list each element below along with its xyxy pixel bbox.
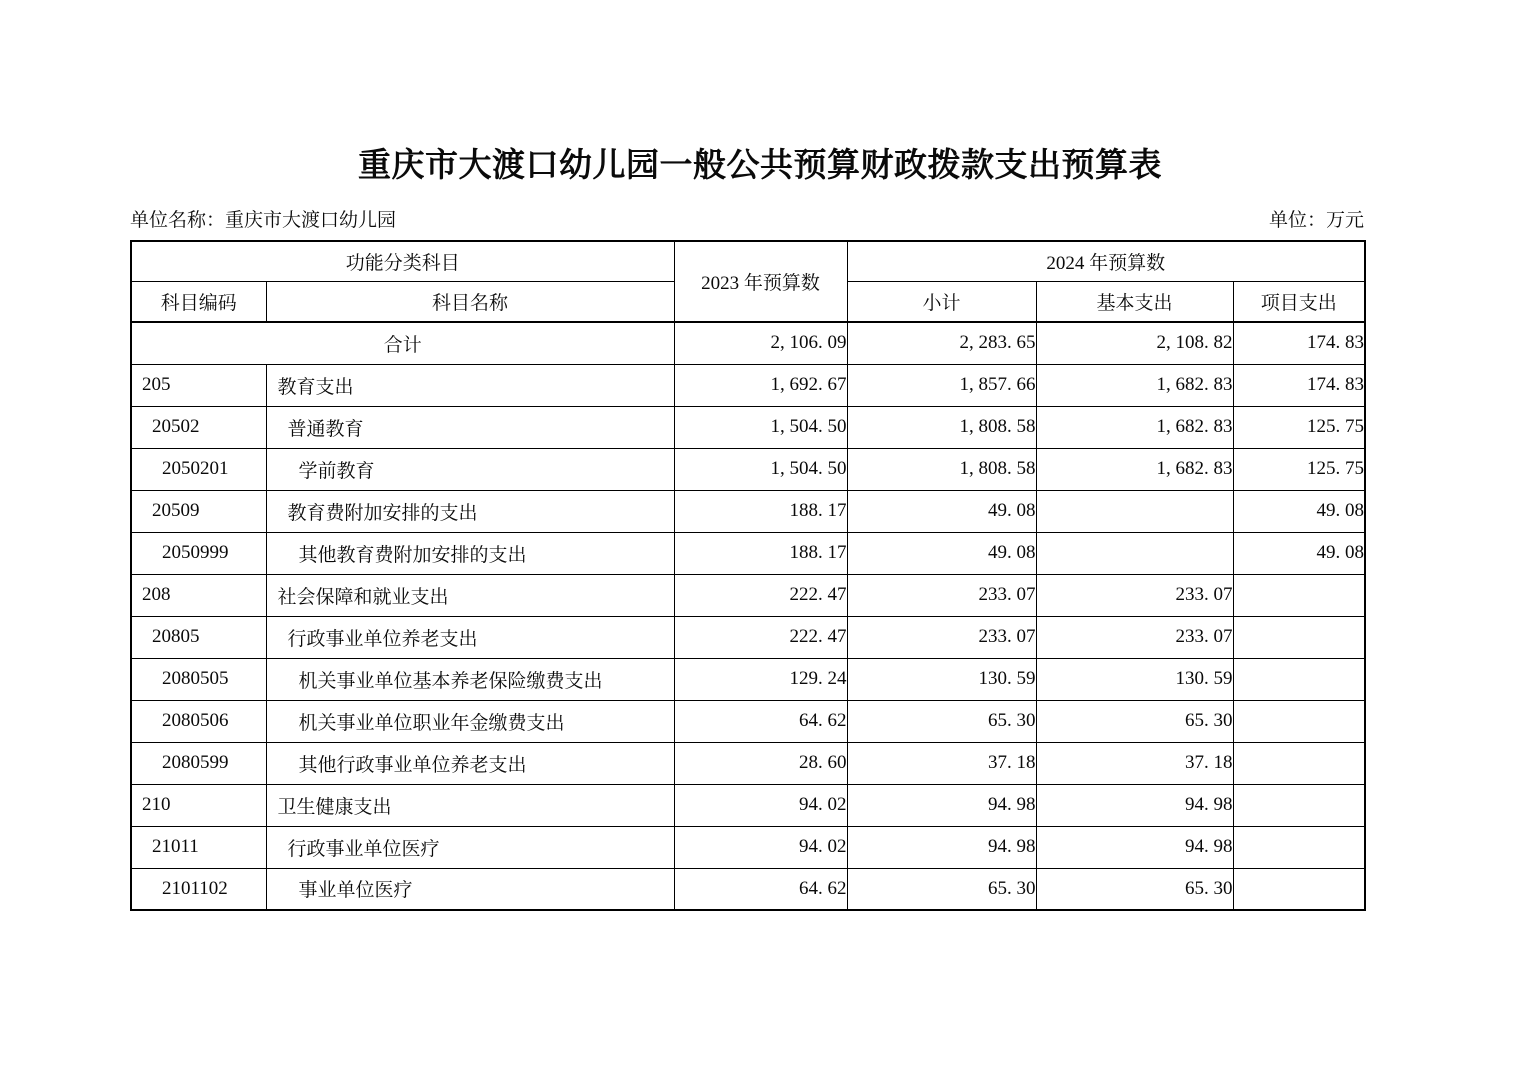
header-basic: 基本支出 bbox=[1036, 281, 1233, 322]
header-code: 科目编码 bbox=[131, 281, 266, 322]
header-2023-budget: 2023 年预算数 bbox=[674, 241, 847, 322]
name-cell: 行政事业单位医疗 bbox=[266, 826, 674, 868]
name-cell: 机关事业单位职业年金缴费支出 bbox=[266, 700, 674, 742]
amount-2024-subtotal: 1, 808. 58 bbox=[847, 406, 1036, 448]
amount-2024-project bbox=[1233, 616, 1365, 658]
amount-2024-basic: 94. 98 bbox=[1036, 784, 1233, 826]
name-cell: 社会保障和就业支出 bbox=[266, 574, 674, 616]
table-row bbox=[131, 868, 1365, 910]
amount-2023: 64. 62 bbox=[674, 700, 847, 742]
unit-name-label: 单位名称：重庆市大渡口幼儿园 bbox=[130, 210, 397, 231]
code-cell: 205 bbox=[131, 364, 266, 406]
amount-2024-basic: 65. 30 bbox=[1036, 868, 1233, 910]
header-2024-budget: 2024 年预算数 bbox=[847, 241, 1365, 281]
meta-row bbox=[130, 208, 1364, 234]
amount-2024-basic: 1, 682. 83 bbox=[1036, 364, 1233, 406]
amount-2024-project: 49. 08 bbox=[1233, 532, 1365, 574]
amount-2024-subtotal: 1, 808. 58 bbox=[847, 448, 1036, 490]
header-project: 项目支出 bbox=[1233, 281, 1365, 322]
code-cell: 2080599 bbox=[131, 742, 266, 784]
table-row bbox=[131, 616, 1365, 658]
amount-2024-project bbox=[1233, 658, 1365, 700]
amount-2024-project bbox=[1233, 868, 1365, 910]
amount-2023: 94. 02 bbox=[674, 826, 847, 868]
name-cell: 普通教育 bbox=[266, 406, 674, 448]
amount-2023: 1, 504. 50 bbox=[674, 448, 847, 490]
amount-2024-basic: 2, 108. 82 bbox=[1036, 322, 1233, 364]
header-name: 科目名称 bbox=[266, 281, 674, 322]
amount-2024-basic: 94. 98 bbox=[1036, 826, 1233, 868]
code-cell: 2050201 bbox=[131, 448, 266, 490]
code-cell: 208 bbox=[131, 574, 266, 616]
header-subtotal: 小计 bbox=[847, 281, 1036, 322]
amount-2023: 2, 106. 09 bbox=[674, 322, 847, 364]
amount-2023: 64. 62 bbox=[674, 868, 847, 910]
amount-2024-subtotal: 49. 08 bbox=[847, 532, 1036, 574]
amount-2024-project: 125. 75 bbox=[1233, 448, 1365, 490]
code-cell: 210 bbox=[131, 784, 266, 826]
amount-2024-project bbox=[1233, 700, 1365, 742]
amount-2024-subtotal: 65. 30 bbox=[847, 700, 1036, 742]
amount-2024-project: 174. 83 bbox=[1233, 364, 1365, 406]
name-cell: 学前教育 bbox=[266, 448, 674, 490]
amount-2023: 1, 692. 67 bbox=[674, 364, 847, 406]
name-cell: 事业单位医疗 bbox=[266, 868, 674, 910]
table-row bbox=[131, 700, 1365, 742]
amount-2023: 188. 17 bbox=[674, 532, 847, 574]
amount-2024-subtotal: 65. 30 bbox=[847, 868, 1036, 910]
amount-2024-subtotal: 94. 98 bbox=[847, 784, 1036, 826]
amount-2024-basic bbox=[1036, 490, 1233, 532]
table-row bbox=[131, 658, 1365, 700]
amount-2024-project bbox=[1233, 574, 1365, 616]
code-cell: 21011 bbox=[131, 826, 266, 868]
amount-2024-project: 125. 75 bbox=[1233, 406, 1365, 448]
code-cell: 20502 bbox=[131, 406, 266, 448]
amount-2024-basic: 233. 07 bbox=[1036, 574, 1233, 616]
amount-2023: 129. 24 bbox=[674, 658, 847, 700]
amount-2024-basic: 130. 59 bbox=[1036, 658, 1233, 700]
amount-2024-subtotal: 233. 07 bbox=[847, 574, 1036, 616]
amount-2023: 222. 47 bbox=[674, 574, 847, 616]
name-cell: 机关事业单位基本养老保险缴费支出 bbox=[266, 658, 674, 700]
amount-2024-project: 174. 83 bbox=[1233, 322, 1365, 364]
table-row bbox=[131, 364, 1365, 406]
amount-2024-subtotal: 37. 18 bbox=[847, 742, 1036, 784]
code-cell: 20805 bbox=[131, 616, 266, 658]
amount-2024-subtotal: 130. 59 bbox=[847, 658, 1036, 700]
amount-2023: 222. 47 bbox=[674, 616, 847, 658]
amount-2024-subtotal: 49. 08 bbox=[847, 490, 1036, 532]
code-cell: 20509 bbox=[131, 490, 266, 532]
amount-2024-project bbox=[1233, 742, 1365, 784]
table-row bbox=[131, 574, 1365, 616]
table-row bbox=[131, 742, 1365, 784]
table-row bbox=[131, 490, 1365, 532]
name-cell: 行政事业单位养老支出 bbox=[266, 616, 674, 658]
header-func-category: 功能分类科目 bbox=[131, 241, 674, 281]
page-title: 重庆市大渡口幼儿园一般公共预算财政拨款支出预算表 bbox=[358, 148, 1162, 184]
name-cell: 其他行政事业单位养老支出 bbox=[266, 742, 674, 784]
unit-label: 单位：万元 bbox=[1268, 210, 1364, 231]
name-cell: 教育费附加安排的支出 bbox=[266, 490, 674, 532]
name-cell: 其他教育费附加安排的支出 bbox=[266, 532, 674, 574]
table-row bbox=[131, 826, 1365, 868]
table-row bbox=[131, 448, 1365, 490]
amount-2024-subtotal: 233. 07 bbox=[847, 616, 1036, 658]
amount-2024-basic bbox=[1036, 532, 1233, 574]
amount-2024-project: 49. 08 bbox=[1233, 490, 1365, 532]
amount-2024-project bbox=[1233, 826, 1365, 868]
table-row bbox=[131, 784, 1365, 826]
amount-2023: 188. 17 bbox=[674, 490, 847, 532]
amount-2024-basic: 233. 07 bbox=[1036, 616, 1233, 658]
amount-2024-project bbox=[1233, 784, 1365, 826]
amount-2024-subtotal: 94. 98 bbox=[847, 826, 1036, 868]
amount-2024-basic: 65. 30 bbox=[1036, 700, 1233, 742]
amount-2024-basic: 1, 682. 83 bbox=[1036, 448, 1233, 490]
budget-table bbox=[130, 240, 1366, 911]
table-row bbox=[131, 406, 1365, 448]
code-cell: 2080505 bbox=[131, 658, 266, 700]
name-cell: 卫生健康支出 bbox=[266, 784, 674, 826]
table-row-total bbox=[131, 322, 1365, 364]
amount-2024-basic: 37. 18 bbox=[1036, 742, 1233, 784]
amount-2024-subtotal: 2, 283. 65 bbox=[847, 322, 1036, 364]
amount-2023: 28. 60 bbox=[674, 742, 847, 784]
table-header-row-1 bbox=[131, 241, 1365, 281]
amount-2023: 1, 504. 50 bbox=[674, 406, 847, 448]
amount-2024-subtotal: 1, 857. 66 bbox=[847, 364, 1036, 406]
total-name-cell: 合计 bbox=[131, 322, 674, 364]
amount-2023: 94. 02 bbox=[674, 784, 847, 826]
amount-2024-basic: 1, 682. 83 bbox=[1036, 406, 1233, 448]
code-cell: 2101102 bbox=[131, 868, 266, 910]
code-cell: 2080506 bbox=[131, 700, 266, 742]
table-row bbox=[131, 532, 1365, 574]
code-cell: 2050999 bbox=[131, 532, 266, 574]
name-cell: 教育支出 bbox=[266, 364, 674, 406]
